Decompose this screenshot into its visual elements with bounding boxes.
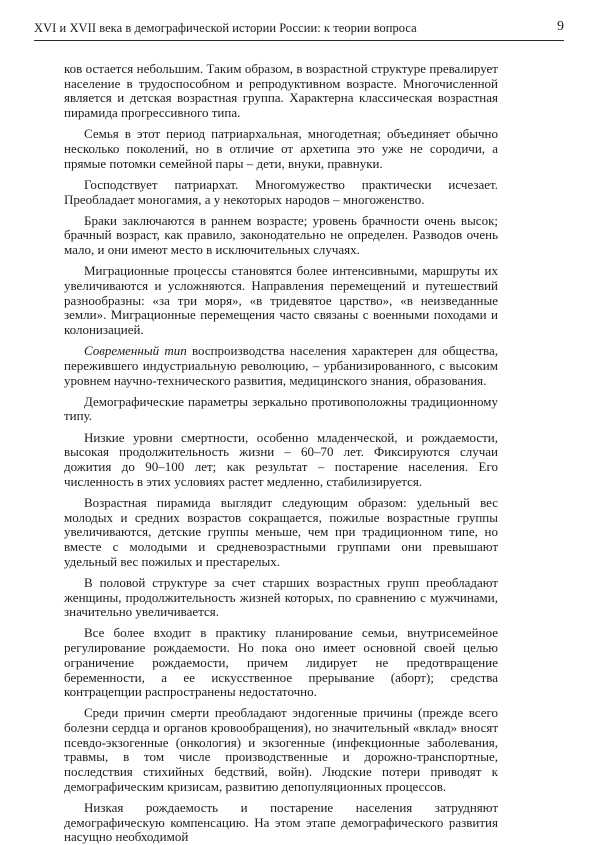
running-header [34,18,564,41]
paragraph-text: Демографические параметры зеркально противоположны традиционному типу. [64,393,498,424]
paragraph-text: Браки заключаются в раннем возрасте; уровень брачности очень высок; брачный возраст, как правило, законодательно не определен. Разводов очень мало, и они имеют место в исключительных случаях. [64,212,498,258]
paragraph [64,626,498,700]
paragraph [64,801,498,845]
paragraph-text: В половой структуре за счет старших возрастных групп преобладают женщины, продолжительность жизней которых, по сравнению с мужчинами, значительно увеличивается. [64,574,498,620]
paragraph [64,214,498,258]
paragraph [64,62,498,121]
body-text [64,62,498,845]
paragraph-text: ков остается небольшим. Таким образом, в возрастной структуре превалирует население в трудоспособном и репродуктивном возрасте. Многочисленной является и детская возрастная группа. Характерна классическая возрастная пирамида прогрессивного типа. [64,61,498,121]
paragraph [64,431,498,490]
paragraph-text: Миграционные процессы становятся более интенсивными, маршруты их увеличиваются и усложняются. Направления перемещений и путешествий разнообразны: «за три моря», «в тридевятое царство», «в неизведанные земли». Миграционные перемещения часто связаны с военными походами и колонизацией. [64,263,498,338]
paragraph [64,576,498,620]
running-title: XVI и XVII века в демографической истории России: к теории вопроса [34,21,417,35]
paragraph-text: Семья в этот период патриархальная, многодетная; объединяет обычно несколько поколений, но в отличие от архетипа это уже не сородичи, а прямые потомки семейной пары – дети, внуки, правнуки. [64,126,498,171]
paragraph [64,127,498,171]
paragraph-emphasis: Современный тип [84,343,187,359]
paragraph [64,496,498,570]
paragraph-text: Низкая рождаемость и постарение населения затрудняют демографическую компенсацию. На этом этапе демографического развития насущно необходимой [64,800,498,845]
paragraph-text: воспроизводства населения характерен для общества, пережившего индустриальную революцию, – урбанизированного, с высоким уровнем научно-технического развития, медицинского знания, образования. [64,343,498,388]
paragraph [64,264,498,338]
paragraph [64,178,498,207]
paragraph-text: Низкие уровни смертности, особенно младенческой, и рождаемости, высокая продолжительность жизни – 60–70 лет. Фиксируются случаи дожития до 90–100 лет; как результат – постарение населения. Его численность в этих условиях растет медленно, стабилизируется. [64,429,498,489]
paragraph-text: Среди причин смерти преобладают эндогенные причины (прежде всего болезни сердца и органов кровообращения), но значительный «вклад» вносят псевдо-экзогенные (онкология) и экзогенные (инфекционные заболевания, травмы, в том числе производственные и дорожно-транспортные, последствия стихийных бедствий, войн). Людские потери приводят к демографическим кризисам, развитию депопуляционных процессов. [64,705,498,794]
paragraph [64,706,498,794]
page-number: 9 [557,19,564,34]
paragraph-text: Все более входит в практику планирование семьи, внутрисемейное регулирование рождаемости. Но пока оно имеет основной своей целью ограничение рождаемости, причем лидирует не предотвращение беременности, а ее искусственное прерывание (аборт); средства контрацепции распространены недостаточно. [64,625,498,700]
paragraph [64,395,498,424]
paragraph-text: Возрастная пирамида выглядит следующим образом: удельный вес молодых и средних возрастов сокращается, пожилые возрастные группы увеличиваются, детские группы меньше, чем при традиционном типе, но вместе с молодыми и средневозрастными группами они превышают удельный вес пожилых и престарелых. [64,494,498,569]
paragraph-text: Господствует патриархат. Многомужество практически исчезает. Преобладает моногамия, а у некоторых народов – многоженство. [64,176,498,207]
paragraph [64,344,498,388]
